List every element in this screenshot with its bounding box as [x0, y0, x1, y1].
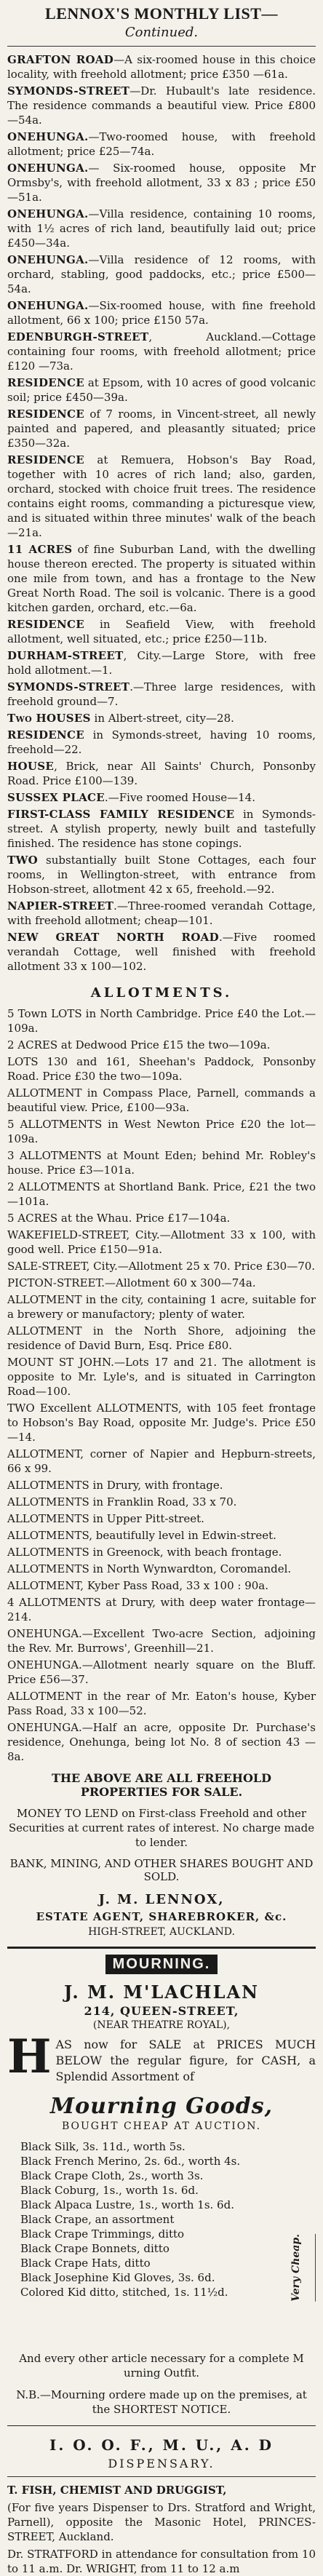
money-notice: MONEY TO LEND on First-class Freehold and other Securities at current rates of interest. No charge made to lender. — [8, 1807, 315, 1849]
list-item — [7, 1562, 316, 1576]
listing-text: at Epsom, with 10 acres of good volcanic soil; price £450—39a. — [7, 376, 316, 404]
listing-head: HOUSE — [7, 760, 55, 773]
listing-text: ONEHUNGA.—Allotment nearly square on the Bluff. Price £56—37. — [7, 1658, 316, 1686]
list-item — [7, 1259, 316, 1273]
list-item — [7, 1595, 316, 1624]
sale-body: AS now for SALE at PRICES MUCH BELOW the regular figure, for CASH, a Splendid Assortment of — [55, 2038, 316, 2083]
list-item — [7, 1355, 316, 1399]
list-item: Colored Kid ditto, stitched, 1s. 11½d. — [20, 2286, 228, 2299]
listing-head: ONEHUNGA. — [7, 299, 89, 312]
list-item — [7, 1545, 316, 1559]
listing-text: —Dr. Hubault's late residence. The residence commands a beautiful view. Price £800—54a. — [7, 84, 316, 127]
ioof-header: I. O. O. F., M. U., A. D — [49, 2436, 274, 2454]
list-item — [7, 617, 316, 646]
listing-text: in Seafield View, with freehold allotment, well situated, etc.; price £250—11b. — [7, 618, 316, 645]
listing-text: in Albert-street, city—28. — [90, 712, 234, 725]
listing-head: TWO — [7, 854, 38, 867]
listing-head: FIRST-CLASS FAMILY RESIDENCE — [7, 808, 235, 821]
listing-text: 3 ALLOTMENTS at Mount Eden; behind Mr. Robley's house. Price £3—101a. — [7, 1149, 316, 1177]
listing-text: ALLOTMENTS in Greenock, with beach frontage. — [7, 1546, 282, 1559]
listing-head: RESIDENCE — [7, 376, 84, 389]
listing-head: DURHAM-STREET — [7, 649, 124, 662]
listing-text: , Brick, near All Saints' Church, Ponsonby Road. Price £100—139. — [7, 760, 316, 787]
list-item — [7, 1720, 316, 1764]
list-item — [7, 407, 316, 450]
list-item: Black Coburg, 1s., worth 1s. 6d. — [20, 2184, 199, 2197]
listing-text: — Six-roomed house, opposite Mr Ormsby's, with freehold allotment, 33 x 83 ; price £50—51a. — [7, 162, 316, 204]
listing-text: —A six-roomed house in this choice locality, with freehold allotment; price £350 —61a. — [7, 53, 316, 81]
agent-name: J. M. LENNOX, — [98, 1892, 225, 1907]
listing-head: ONEHUNGA. — [7, 253, 89, 266]
list-item — [7, 253, 316, 296]
listing-text: WAKEFIELD-STREET, City.—Allotment 33 x 100, with good well. Price £150—91a. — [7, 1228, 316, 1256]
listing-head: ONEHUNGA. — [7, 130, 89, 143]
list-item — [7, 1148, 316, 1177]
listing-text: —Two-roomed house, with freehold allotment; price £25—74a. — [7, 130, 316, 158]
list-item: Black Josephine Kid Gloves, 3s. 6d. — [20, 2271, 215, 2284]
listing-text: ALLOTMENT in Compass Place, Parnell, commands a beautiful view. Price, £100—93a. — [7, 1086, 316, 1114]
divider — [7, 2476, 316, 2477]
list-item — [7, 728, 316, 757]
list-item — [7, 1292, 316, 1321]
chemist-name — [7, 2483, 316, 2497]
agent-address: HIGH-STREET, AUCKLAND. — [88, 1926, 235, 1938]
mourning-header: MOURNING. — [105, 1955, 218, 1974]
list-item: Black French Merino, 2s. 6d., worth 4s. — [20, 2155, 241, 2168]
list-item — [7, 1528, 316, 1543]
listing-head: RESIDENCE — [7, 618, 84, 631]
listing-text: .—Five roomed verandah Cottage, well finished with freehold allotment 33 x 100—102. — [7, 931, 316, 973]
mourning-nb: N.B.—Mourning ordere made up on the premises, at the SHORTEST NOTICE. — [16, 2388, 307, 2416]
listing-text: ALLOTMENTS, beautifully level in Edwin-street. — [7, 1529, 276, 1542]
list-item — [7, 1228, 316, 1257]
list-item — [7, 161, 316, 204]
list-item — [7, 1054, 316, 1084]
list-item — [7, 1578, 316, 1593]
page-title: LENNOX'S MONTHLY LIST— — [45, 4, 278, 23]
listing-head: SUSSEX PLACE — [7, 791, 105, 804]
listing-text: ALLOTMENTS in North Wynwardton, Coromandel. — [7, 1562, 292, 1575]
listing-text: 5 ALLOTMENTS in West Newton Price £20 the lot—109a. — [7, 1118, 316, 1145]
listing-text: SALE-STREET, City.—Allotment 25 x 70. Price £30—70. — [7, 1260, 316, 1273]
list-item — [7, 899, 316, 928]
list-item — [7, 853, 316, 897]
list-item — [7, 1478, 316, 1492]
list-item — [7, 330, 316, 373]
newspaper-page — [7, 0, 316, 2576]
list-item — [7, 1447, 316, 1476]
list-item — [7, 207, 316, 250]
list-item: Black Alpaca Lustre, 1s., worth 1s. 6d. — [20, 2198, 234, 2211]
list-item: Black Crape, an assortment — [20, 2213, 175, 2226]
list-item — [7, 790, 316, 805]
listing-text: 4 ALLOTMENTS at Drury, with deep water frontage—214. — [7, 1596, 316, 1623]
list-item — [7, 1038, 316, 1052]
listing-text: ALLOTMENT in the North Shore, adjoining the residence of David Burn, Esq. Price £80. — [7, 1324, 316, 1352]
listing-text: LOTS 130 and 161, Sheehan's Paddock, Ponsonby Road. Price £30 the two—109a. — [7, 1055, 316, 1083]
list-item: Black Crape Hats, ditto — [20, 2257, 151, 2270]
listing-text: , Auckland.—Cottage containing four rooms, with freehold allotment; price £120 —73a. — [7, 330, 316, 373]
listing-text: PICTON-STREET.—Allotment 60 x 300—74a. — [7, 1276, 256, 1289]
listing-text: 2 ACRES at Dedwood Price £15 the two—109a. — [7, 1038, 271, 1052]
agent-role: ESTATE AGENT, SHAREBROKER, &c. — [36, 1910, 287, 1923]
items-wrap — [7, 2139, 316, 2345]
listing-head: Two HOUSES — [7, 712, 91, 725]
listing-head: NEW GREAT NORTH ROAD — [7, 931, 219, 944]
list-item — [7, 1689, 316, 1718]
list-item — [7, 1324, 316, 1353]
listing-text: 5 Town LOTS in North Cambridge. Price £40 the Lot.—109a. — [7, 1007, 316, 1035]
mourning-advertisement — [7, 1947, 316, 2426]
list-item: Black Crape Bonnets, ditto — [20, 2242, 170, 2255]
listing-head: GRAFTON ROAD — [7, 53, 114, 66]
listing-text: ALLOTMENTS in Drury, with frontage. — [7, 1479, 223, 1492]
list-item — [7, 711, 316, 726]
list-item — [7, 542, 316, 615]
listing-text: .—Five roomed House—14. — [104, 791, 255, 804]
listing-head: ONEHUNGA. — [7, 162, 89, 175]
list-item — [7, 1211, 316, 1225]
list-item: Black Crape Trimmings, ditto — [20, 2227, 185, 2241]
list-item — [7, 1276, 316, 1290]
listing-text: , City.—Large Store, with free hold allotment.—1. — [7, 649, 316, 677]
list-item — [7, 1626, 316, 1655]
dispensary-sub: DISPENSARY. — [108, 2456, 215, 2470]
allotment-listings — [7, 1006, 316, 1764]
listing-text: TWO Excellent ALLOTMENTS, with 105 feet frontage to Hobson's Bay Road, opposite Mr. Judge's. Price £50—14. — [7, 1402, 316, 1444]
chemist-text-1: (For five years Dispenser to Drs. Stratford and Wright, Parnell), opposite the Masonic Hotel, PRINCES-STREET, Auckland. — [7, 2500, 316, 2543]
listing-head: SYMONDS-STREET — [7, 84, 130, 98]
list-item — [7, 84, 316, 127]
listing-text: 5 ACRES at the Whau. Price £17—104a. — [7, 1212, 231, 1225]
list-item — [7, 1495, 316, 1509]
goods-title: Mourning Goods, — [49, 2094, 274, 2119]
list-item: Black Silk, 3s. 11d., worth 5s. — [20, 2140, 186, 2153]
listing-text: —Villa residence of 12 rooms, with orchard, stabling, good paddocks, etc.; price £500—54a. — [7, 253, 316, 295]
listing-text: ALLOTMENT, corner of Napier and Hepburn-streets, 66 x 99. — [7, 1447, 316, 1475]
list-item — [7, 375, 316, 405]
listing-head: RESIDENCE — [7, 728, 84, 742]
list-item — [7, 298, 316, 327]
list-item — [7, 453, 316, 540]
list-item — [7, 1180, 316, 1209]
drop-cap: H — [7, 2030, 52, 2084]
allotments-heading: ALLOTMENTS. — [90, 985, 233, 1001]
listing-text: ALLOTMENT, Kyber Pass Road, 33 x 100 : 90a. — [7, 1579, 268, 1592]
chemist-text-2: Dr. STRATFORD in attendance for consultation from 10 to 11 a.m. Dr. WRIGHT, from 11 to 12 a.m — [7, 2547, 316, 2575]
list-item — [7, 1086, 316, 1115]
sale-text — [7, 2030, 316, 2085]
listing-head: RESIDENCE — [7, 408, 84, 421]
listing-text: ALLOTMENTS in Upper Pitt-street. — [7, 1512, 204, 1525]
listing-head: NAPIER-STREET — [7, 899, 114, 913]
list-item — [7, 680, 316, 709]
divider — [7, 46, 316, 47]
listing-text: of 7 rooms, in Vincent-street, all newly painted and papered, and pleasantly situated; price £350—32a. — [7, 408, 316, 450]
property-listings — [7, 52, 316, 974]
listing-text: substantially built Stone Cottages, each four rooms, in Wellington-street, with entrance from Hobson-street, allotment 42 x 65, freehold.—92. — [7, 854, 316, 896]
listing-text: —Villa residence, containing 10 rooms, with 1½ acres of rich land, beautifully laid out; price £450—34a. — [7, 207, 316, 250]
bought-notice: BOUGHT CHEAP AT AUCTION. — [61, 2120, 262, 2132]
listing-text: 2 ALLOTMENTS at Shortland Bank. Price, £21 the two—101a. — [7, 1180, 316, 1208]
mourning-items — [7, 2139, 290, 2345]
merchant-near: (NEAR THEATRE ROYAL), — [92, 2019, 231, 2031]
chemist-name-text: T. FISH, CHEMIST AND DRUGGIST, — [7, 2483, 227, 2497]
list-item — [7, 1658, 316, 1687]
listing-text: ALLOTMENT in the city, containing 1 acre, suitable for a brewery or manufactory; plenty of water. — [7, 1293, 316, 1321]
listing-text: in Symonds-street. A stylish property, newly built and tastefully finished. The residence has stone copings. — [7, 808, 316, 850]
listing-text: ALLOTMENTS in Franklin Road, 33 x 70. — [7, 1495, 237, 1508]
listing-text: MOUNT ST JOHN.—Lots 17 and 21. The allotment is opposite to Mr. Lyle's, and is situated in Carrington Road—100. — [7, 1356, 316, 1398]
list-item — [7, 1117, 316, 1146]
list-item — [7, 1006, 316, 1035]
bank-notice: BANK, MINING, AND OTHER SHARES BOUGHT AND SOLD. — [9, 1857, 314, 1883]
listing-text: in Symonds-street, having 10 rooms, freehold—22. — [7, 728, 316, 756]
list-item — [7, 1401, 316, 1444]
listing-text: of fine Suburban Land, with the dwelling house thereon erected. The property is situated within one mile from town, and has a frontage to the New Great North Road. The soil is volcanic. There is a good kitchen garden, orchard, etc.—6a. — [7, 543, 316, 614]
list-item — [7, 807, 316, 851]
merchant-name: J. M. M'LACHLAN — [63, 1981, 260, 2003]
listing-head: RESIDENCE — [7, 453, 84, 466]
freehold-notice: THE ABOVE ARE ALL FREEHOLD PROPERTIES FOR SALE. — [51, 1771, 272, 1799]
listing-head: SYMONDS-STREET — [7, 680, 130, 693]
listing-head: EDENBURGH-STREET — [7, 330, 149, 343]
listing-text: ONEHUNGA.—Half an acre, opposite Dr. Purchase's residence, Onehunga, being lot No. 8 of section 43 —8a. — [7, 1721, 316, 1763]
mourning-footnote: And every other article necessary for a complete M urning Outfit. — [19, 2351, 304, 2380]
listing-text: at Remuera, Hobson's Bay Road, together with 10 acres of rich land; also, garden, orchard, stocked with choice fruit trees. The residence contains eight rooms, commanding a picturesque view, and is situated within three minutes' walk of the beach—21a. — [7, 453, 316, 539]
list-item — [7, 1511, 316, 1526]
listing-text: ONEHUNGA.—Excellent Two-acre Section, adjoining the Rev. Mr. Burrows', Greenhill—21. — [7, 1627, 316, 1655]
listing-text: .—Three large residences, with freehold ground—7. — [7, 680, 316, 708]
list-item — [7, 52, 316, 82]
listing-text: .—Three-roomed verandah Cottage, with freehold allotment; cheap—101. — [7, 899, 316, 927]
page-subtitle: Continued. — [124, 25, 199, 40]
merchant-address: 214, QUEEN-STREET, — [84, 2004, 239, 2018]
list-item — [7, 759, 316, 788]
listing-text: ALLOTMENT in the rear of Mr. Eaton's house, Kyber Pass Road, 33 x 100—52. — [7, 1690, 316, 1717]
list-item: Black Crape Cloth, 2s., worth 3s. — [20, 2169, 204, 2182]
listing-head: ONEHUNGA. — [7, 207, 89, 220]
listing-text: —Six-roomed house, with fine freehold allotment, 66 x 100; price £150 57a. — [7, 299, 316, 327]
list-item — [7, 648, 316, 677]
very-cheap-note: Very Cheap. — [290, 2234, 316, 2302]
listing-head: 11 ACRES — [7, 543, 73, 556]
list-item — [7, 130, 316, 159]
list-item — [7, 930, 316, 974]
